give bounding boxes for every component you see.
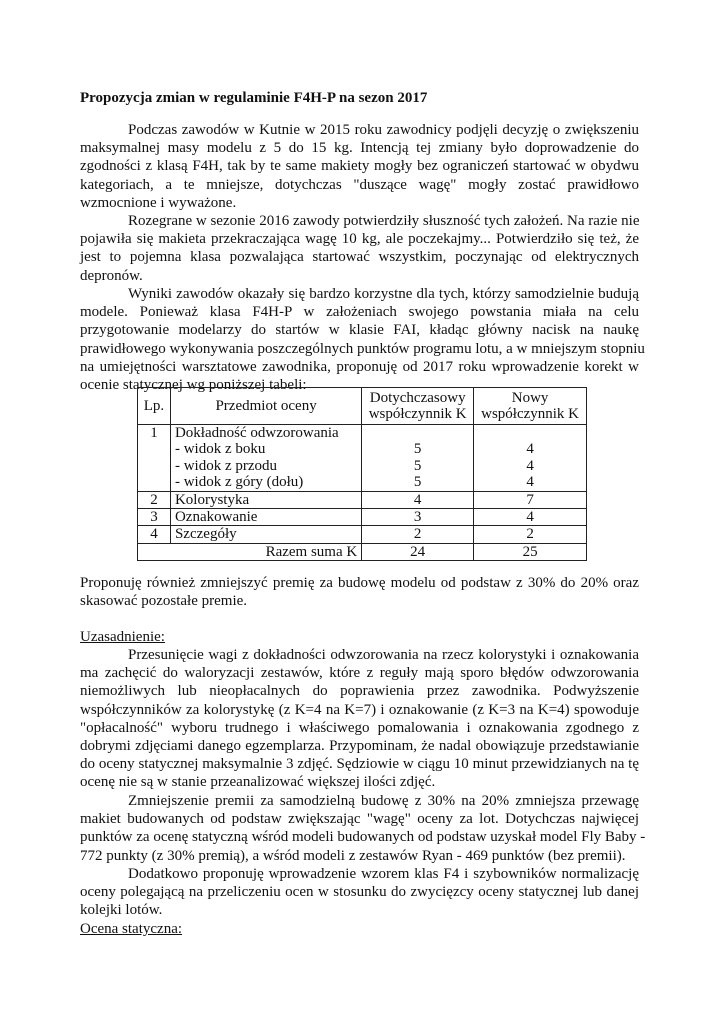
text-line: niemożliwych lub nieopłacalnych do poprawienia przez zawodnika. Podwyższenie [80,683,639,700]
cell-lp: 4 [138,526,171,543]
text-line: ocenie statycznej wg poniższej tabeli: [80,377,307,394]
text-line: do oceny statycznej maksymalnie 3 zdjęć. Sędziowie w ciągu 10 minut przewidzianych na tę [80,756,639,773]
text-line: ma zachęcić do waloryzacji zestawów, które z reguły mają sporo błędów odwzorowania [80,665,639,682]
text-line: Dodatkowo proponuję wprowadzenie wzorem klas F4 i szybowników normalizację [128,866,639,882]
cell-new: 7 [474,491,587,508]
static-evaluation-heading: Ocena statyczna: [80,921,183,937]
cell-subject: Szczegóły [170,526,361,543]
cell-old: 4 [362,491,474,508]
text-line: maksymalnej masy modelu z 5 do 15 kg. Intencją tej zmiany było doprowadzenie do [80,140,639,157]
total-label: Razem suma K [138,543,362,560]
text-line: współczynników za kolorystykę (z K=4 na K=7) i oznakowanie (z K=3 na K=4) spowoduje [80,701,639,718]
text-line: jest to pojemna klasa pozwalająca startować wszystkim, poczynając od elektrycznych [80,249,639,266]
cell-lp: 1 [138,425,171,492]
text-line: 772 punkty (z 30% premią), a wśród modeli z zestawów Ryan - 469 punktów (bez premii). [80,847,626,864]
justification-heading: Uzasadnienie: [80,629,165,645]
cell-subject: Dokładność odwzorowania - widok z boku - widok z przodu - widok z góry (dołu) [170,425,361,492]
header-new-coefficient: Nowy współczynnik K [474,388,587,425]
cell-old: 2 [362,526,474,543]
paragraph-intro [80,121,639,212]
cell-new: 4 [474,509,587,526]
table-row [138,526,587,543]
text-line: Proponuję również zmniejszyć premię za budowę modelu od podstaw z 30% do 20% oraz [80,575,639,591]
text-line: Przesunięcie wagi z dokładności odwzorowania na rzecz kolorystyki i oznakowania [128,647,639,663]
text-line: dobrymi zdjęciami danego egzemplarza. Przypominam, że nadal obowiązuje przedstawianie [80,738,639,755]
table-total-row [138,543,587,560]
text-line: ocenę nie są w stanie przeanalizować większej ilości zdjęć. [80,774,436,791]
table-row [138,425,587,492]
paragraph-bonus-reduction [80,792,646,865]
paragraph-results [80,285,645,394]
cell-old: 5 5 5 [362,425,474,492]
total-new: 25 [474,543,587,560]
cell-subject: Oznakowanie [170,509,361,526]
cell-lp: 2 [138,491,171,508]
cell-subject: Kolorystyka [170,491,361,508]
paragraph-normalization [80,865,639,920]
header-old-coefficient: Dotychczasowy współczynnik K [362,388,474,425]
paragraph-season-2016 [80,212,639,285]
text-line: przygotowanie modelarzy do startów w klasie FAI, kładąc główny nacisk na naukę [80,322,639,339]
table-row [138,509,587,526]
text-line: na umiejętności warsztatowe zawodnika, proponuję od 2017 roku wprowadzenie korekt w [80,358,639,375]
text-line: pojawiła się makieta przekraczająca wagę 10 kg, ale poczekajmy... Potwierdziło się też, że [80,231,639,248]
text-line: skasować pozostałe premie. [80,593,248,610]
text-line: kolejki lotów. [80,902,163,919]
cell-lp: 3 [138,509,171,526]
cell-old: 3 [362,509,474,526]
text-line: Podczas zawodów w Kutnie w 2015 roku zawodnicy podjęli decyzję o zwiększeniu [128,122,639,138]
text-line: modele. Ponieważ klasa F4H-P w założeniach swojego powstania miała na celu [80,304,639,321]
document-title: Propozycja zmian w regulaminie F4H-P na sezon 2017 [80,90,428,106]
text-line: oceny polegającą na przeliczeniu ocen w stosunku do zwycięzcy oceny statycznej lub danej [80,884,639,901]
table-header-row [138,388,587,425]
text-line: wzmocnione i wyważone. [80,194,237,211]
paragraph-justification [80,646,639,792]
paragraph-bonus-proposal [80,574,639,610]
cell-new: 4 4 4 [474,425,587,492]
table-row [138,491,587,508]
text-line: kategoriach, a te mniejsze, dotychczas "duszące wagę" mogły zostać prawidłowo [80,176,639,193]
text-line: prawidłowego wykonywania poszczególnych punktów programu lotu, a w mniejszym stopniu [80,340,645,357]
header-subject: Przedmiot oceny [170,388,361,425]
text-line: Zmniejszenie premii za samodzielną budowę z 30% na 20% zmniejsza przewagę [128,793,639,809]
text-line: Rozegrane w sezonie 2016 zawody potwierdziły słuszność tych założeń. Na razie nie [128,213,640,229]
header-lp: Lp. [138,388,171,425]
text-line: zgodności z klasą F4H, tak by te same makiety mogły bez ograniczeń startować w obydwu [80,158,639,175]
text-line: Wyniki zawodów okazały się bardzo korzystne dla tych, którzy samodzielnie budują [128,286,639,302]
text-line: "opłacalność" wyboru trudnego i właściwego pomalowania i oznakowania zgodnego z [80,719,639,736]
text-line: punktów za ocenę statyczną wśród modeli budowanych od podstaw uzyskał model Fly Baby - [80,829,646,846]
coefficient-table [137,387,587,561]
text-line: depronów. [80,267,143,284]
text-line: makiet budowanych od podstaw zwiększając "wagę" oceny za lot. Dotychczas najwięcej [80,811,639,828]
cell-new: 2 [474,526,587,543]
total-old: 24 [362,543,474,560]
